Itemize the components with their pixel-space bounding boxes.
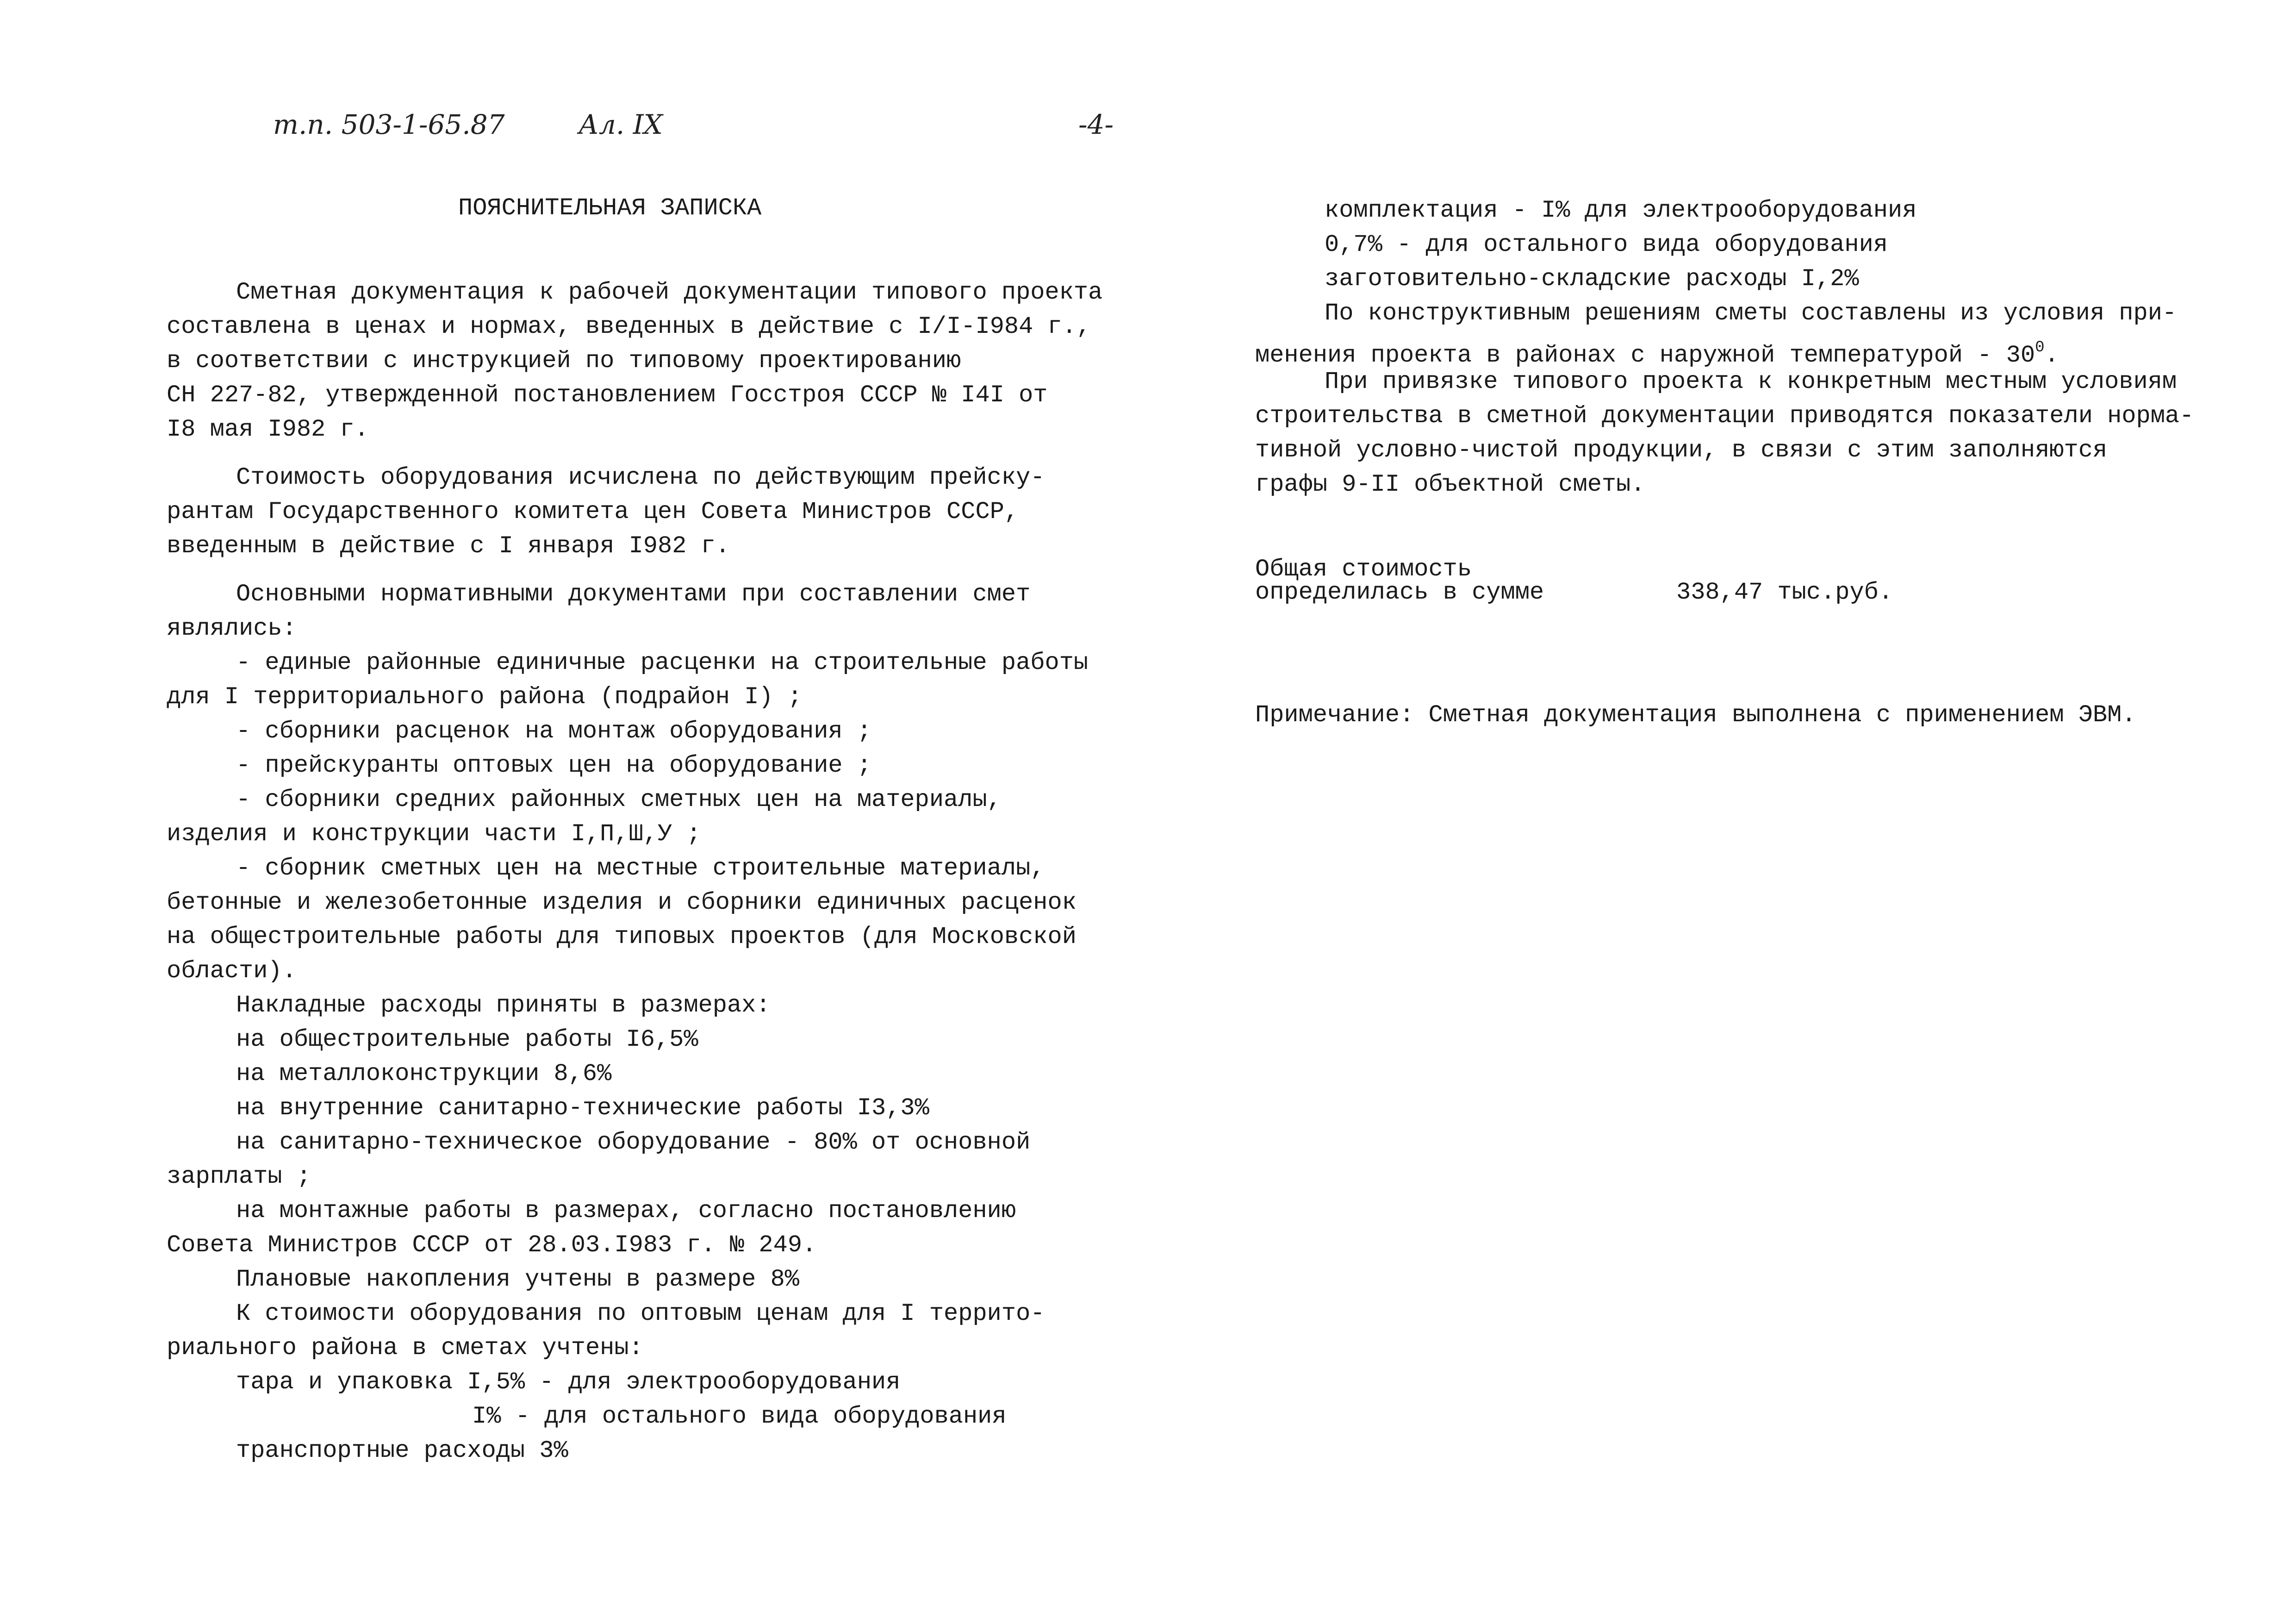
- text-line: - сборники расценок на монтаж оборудования ;: [236, 718, 872, 745]
- text-line: риального района в сметах учтены:: [167, 1334, 643, 1362]
- text-line: По конструктивным решениям сметы составлены из условия при-: [1325, 300, 2177, 327]
- text-line: тивной условно-чистой продукции, в связи с этим заполняются: [1255, 437, 2108, 464]
- text-line: менения проекта в районах с наружной температурой - $30^0$.: [1255, 339, 2059, 369]
- text-line: - прейскуранты оптовых цен на оборудование ;: [236, 752, 872, 779]
- total-cost-block: [1255, 556, 1893, 606]
- text-line: При привязке типового проекта к конкретным местным условиям: [1325, 368, 2177, 395]
- text-line: Совета Министров СССР от 28.03.I983 г. № 249.: [167, 1231, 817, 1259]
- text-line: - единые районные единичные расценки на строительные работы: [236, 649, 1089, 676]
- page-title: ПОЯСНИТЕЛЬНАЯ ЗАПИСКА: [458, 194, 762, 222]
- text-line: тара и упаковка I,5% - для электрооборудования: [236, 1368, 901, 1396]
- page-number: -4-: [1078, 109, 1114, 140]
- text-line: Плановые накопления учтены в размере 8%: [236, 1266, 799, 1293]
- text-line: бетонные и железобетонные изделия и сборники единичных расценок: [167, 889, 1076, 916]
- text-line: области).: [167, 957, 297, 985]
- cost-label-line2: определилась в сумме: [1255, 579, 1544, 606]
- album-number: Ал. IX: [579, 109, 663, 140]
- text-line: транспортные расходы 3%: [236, 1437, 568, 1464]
- text-line: на монтажные работы в размерах, согласно постановлению: [236, 1197, 1016, 1224]
- text-line: на санитарно-техническое оборудование - 80% от основной: [236, 1129, 1031, 1156]
- text-line: рантам Государственного комитета цен Совета Министров СССР,: [167, 498, 1019, 525]
- text-line: заготовительно-складские расходы I,2%: [1325, 265, 1859, 293]
- text-line: комплектация - I% для электрооборудования: [1325, 197, 1917, 224]
- text-line: изделия и конструкции части I,П,Ш,У ;: [167, 820, 701, 848]
- text-line: - сборники средних районных сметных цен на материалы,: [236, 786, 1002, 813]
- text-line: на металлоконструкции 8,6%: [236, 1060, 612, 1087]
- temperature-text: менения проекта в районах с наружной температурой - 30: [1255, 342, 2035, 369]
- text-line: составлена в ценах и нормах, введенных в действие с I/I-I984 г.,: [167, 313, 1091, 340]
- note: Примечание: Сметная документация выполнена с применением ЭВМ.: [1255, 701, 2136, 729]
- text-line: в соответствии с инструкцией по типовому проектированию: [167, 347, 961, 375]
- cost-amount: 338,47 тыс.руб.: [1676, 579, 1893, 606]
- left-column: [167, 275, 1102, 1468]
- text-line: 0,7% - для остального вида оборудования: [1325, 231, 1888, 258]
- text-line: зарплаты ;: [167, 1163, 311, 1190]
- text-line: на внутренние санитарно-технические работы I3,3%: [236, 1094, 929, 1122]
- text-line: Сметная документация к рабочей документации типового проекта: [236, 279, 1103, 306]
- cost-label-line1: Общая стоимость: [1255, 556, 1472, 583]
- text-line: на общестроительные работы для типовых проектов (для Московской: [167, 923, 1076, 950]
- right-column: [1255, 194, 2194, 502]
- text-line: Накладные расходы приняты в размерах:: [236, 992, 771, 1019]
- text-line: графы 9-II объектной сметы.: [1255, 471, 1645, 498]
- degree-mark: 0: [2035, 339, 2045, 356]
- text-line: Стоимость оборудования исчислена по действующим прейску-: [236, 464, 1045, 491]
- text-line: являлись:: [167, 615, 297, 642]
- text-line: СН 227-82, утвержденной постановлением Госстроя СССР № I4I от: [167, 381, 1048, 409]
- text-line: на общестроительные работы I6,5%: [236, 1026, 698, 1053]
- text-line: К стоимости оборудования по оптовым ценам для I террито-: [236, 1300, 1045, 1327]
- text-line: Основными нормативными документами при составлении смет: [236, 581, 1031, 608]
- text-line: введенным в действие с I января I982 г.: [167, 532, 730, 560]
- text-line: - сборник сметных цен на местные строительные материалы,: [236, 855, 1045, 882]
- text-line: для I территориального района (подрайон I) ;: [167, 683, 803, 711]
- document-code: т.п. 503-1-65.87: [273, 109, 505, 140]
- text-line: I8 мая I982 г.: [167, 416, 369, 443]
- text-line: строительства в сметной документации приводятся показатели норма-: [1255, 402, 2194, 430]
- text-line: I% - для остального вида оборудования: [472, 1403, 1007, 1430]
